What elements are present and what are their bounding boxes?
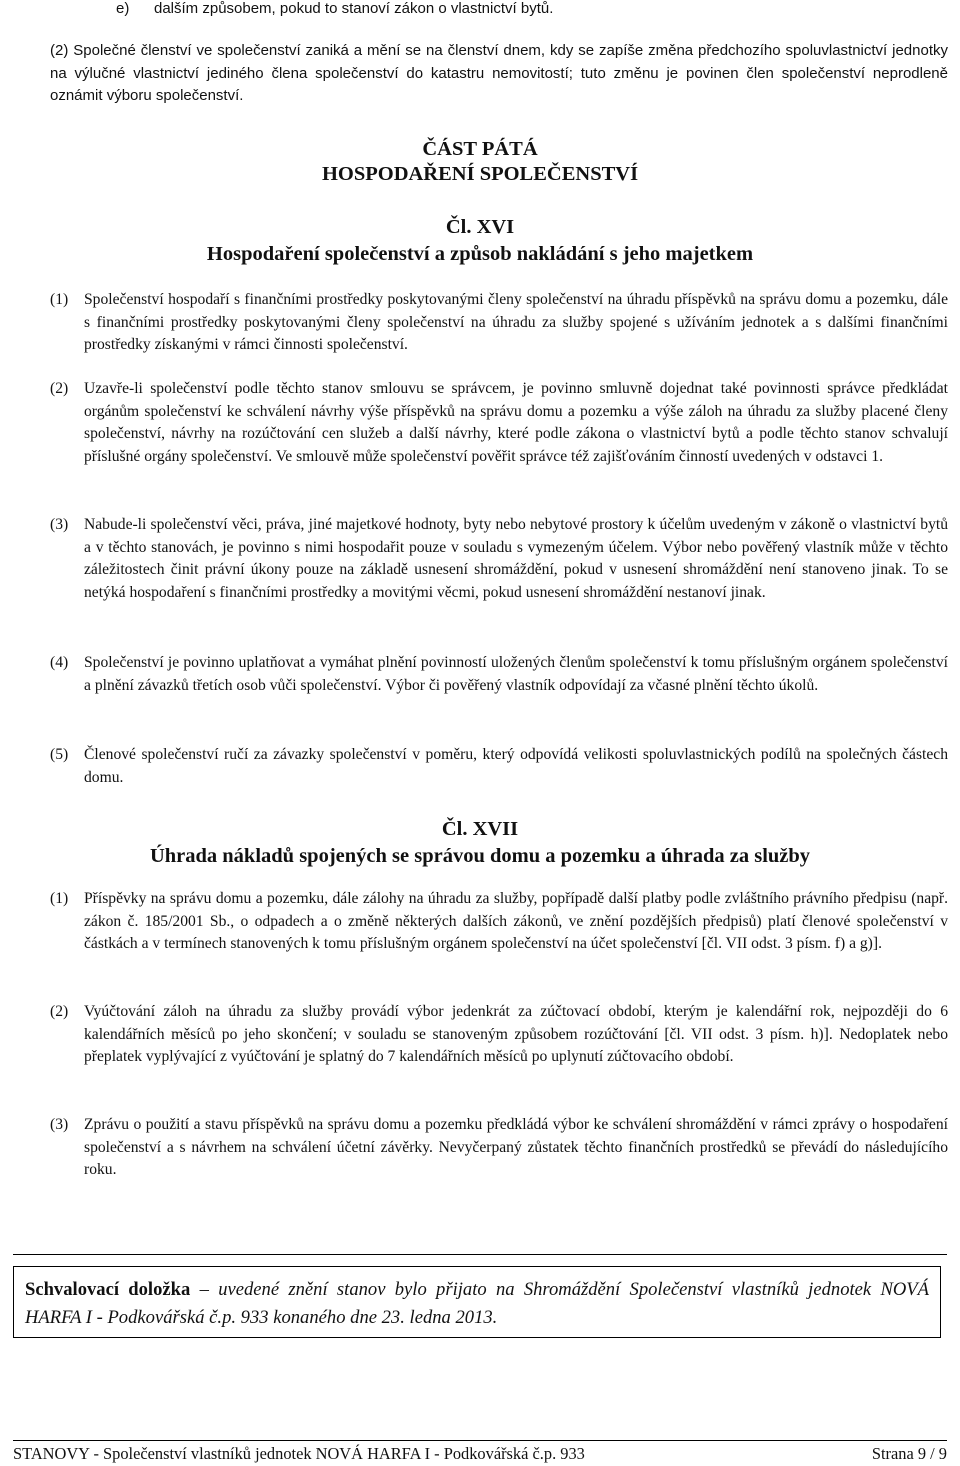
footer-page-number: Strana 9 / 9 (871, 1444, 947, 1463)
paragraph-number: (2) (50, 380, 69, 397)
paragraph-number: (2) (50, 42, 69, 59)
paragraph-text: Příspěvky na správu domu a pozemku, dále zálohy na úhradu za služby, popřípadě další platby podle zvláštního právního předpisu (např. zákon č. 185/2001 Sb., o odpadech a o změně některých dalších zákonů, ve znění pozdějších předpisů) platí členové společenství v částkách a v termínech stanovených k tomu příslušným orgánem společenství na účet společenství [čl. VII odst. 3 písm. f) a g)]. (84, 890, 948, 953)
approval-label: Schvalovací doložka (25, 1279, 191, 1300)
paragraph-number: (1) (50, 291, 69, 308)
paragraph-text: Vyúčtování záloh na úhradu za služby provádí výbor jedenkrát za zúčtovací období, kterým je kalendářní rok, nejpozději do 6 kalendářních měsíců po jeho skončení; v souladu se stanoveným způsobem rozúčtování [čl. VII odst. 3 písm. h)]. Nedoplatek nebo přeplatek vyplývající z vyúčtování je splatný do 7 kalendářních měsíců po uplynutí zúčtovacího období. (84, 1003, 948, 1066)
art16-paragraph-4 (50, 652, 948, 697)
separator-line (13, 1254, 947, 1255)
approval-clause-box (13, 1266, 941, 1338)
art16-paragraph-1 (50, 289, 948, 357)
paragraph-number: (1) (50, 890, 69, 907)
art16-paragraph-5 (50, 744, 948, 789)
article-16-title: Hospodaření společenství a způsob nakládání s jeho majetkem (206, 243, 754, 265)
approval-dash: – (199, 1279, 209, 1300)
paragraph-text: Společenství je povinno uplatňovat a vymáhat plnění povinností uložených členům společenství k tomu příslušným orgánem společenství a plnění závazků třetích osob vůči společenství. Výbor či pověřený vlastník odpovídají za včasné plnění těchto úkolů. (84, 654, 948, 694)
paragraph-number: (3) (50, 1116, 69, 1133)
article-16-number: Čl. XVI (445, 216, 515, 238)
paragraph-text: Nabude-li společenství věci, práva, jiné majetkové hodnoty, byty nebo nebytové prostory k účelům uvedeným v zákoně o vlastnictví bytů a v těchto stanovách, je povinno s nimi hospodařit pouze v souladu s vymezeným účelem. Výbor nebo pověřený vlastník může v těchto záležitostech činit právní úkony pouze na základě usnesení shromáždění, pokud v usnesení shromáždění není stanoveno jinak. To se netýká hospodaření s finančními prostředky a movitými věcmi, pokud usnesení shromáždění nestanoví jinak. (84, 516, 948, 601)
paragraph-text: Uzavře-li společenství podle těchto stanov smlouvu se správcem, je povinno smluvně dojednat také povinnosti správce předkládat orgánům společenství ke schválení návrhy výše příspěvků na správu domu a pozemku a výše záloh na úhradu za služby placené členy společenství, návrhy na rozúčtování cen služeb a další návrhy, které podle zákona o vlastnictví bytů a podle těchto stanov schvalují příslušné orgány společenství. Ve smlouvě může společenství pověřit správce též zajišťováním činností uvedených v odstavci 1. (84, 380, 948, 465)
art17-paragraph-2 (50, 1001, 948, 1069)
art17-paragraph-3 (50, 1114, 948, 1182)
footer-left: STANOVY - Společenství vlastníků jednotek NOVÁ HARFA I - Podkovářská č.p. 933 (13, 1444, 585, 1463)
paragraph-text: Členové společenství ručí za závazky společenství v poměru, který odpovídá velikosti spoluvlastnických podílů na společných částech domu. (84, 746, 948, 786)
paragraph-text: Zprávu o použití a stavu příspěvků na správu domu a pozemku předkládá výbor ke schválení shromáždění v rámci zprávy o hospodaření společenství a s návrhem na schválení účetní závěrky. Nevyčerpaný zůstatek těchto finančních prostředků se převádí do následujícího roku. (84, 1116, 948, 1179)
paragraph-number: (3) (50, 516, 69, 533)
art17-paragraph-1 (50, 888, 948, 956)
part-heading-line1: ČÁST PÁTÁ (422, 138, 538, 160)
art16-paragraph-2 (50, 378, 948, 468)
paragraph-text: Společné členství ve společenství zaniká a mění se na členství dnem, kdy se zapíše změna předchozího spoluvlastnictví jednotky na výlučné vlastnictví jediného člena společenství do katastru nemovitostí; tuto změnu je povinen člen společenství neprodleně oznámit výboru společenství. (50, 42, 948, 105)
article-17-number: Čl. XVII (441, 818, 519, 840)
art16-paragraph-3 (50, 514, 948, 604)
paragraph-number: (4) (50, 654, 69, 671)
paragraph-number: (5) (50, 746, 69, 763)
article-17-title: Úhrada nákladů spojených se správou domu a pozemku a úhrada za služby (149, 845, 811, 867)
footer-rule (13, 1440, 947, 1441)
list-item-text: dalším způsobem, pokud to stanoví zákon o vlastnictví bytů. (154, 0, 554, 17)
part-heading-line2: HOSPODAŘENÍ SPOLEČENSTVÍ (321, 163, 639, 185)
paragraph-text: Společenství hospodaří s finančními prostředky poskytovanými členy společenství na úhradu příspěvků na správu domu a pozemku, dále s finančními prostředky poskytovanými členy společenství na úhradu za služby spojené s užíváním jednotek a s dalšími finančními prostředky získanými v rámci činnosti společenství. (84, 291, 948, 354)
paragraph-membership-change (50, 40, 948, 108)
approval-text: uvedené znění stanov bylo přijato na Shromáždění Společenství vlastníků jednotek NOVÁ HARFA I - Podkovářská č.p. 933 konaného dne 23. ledna 2013. (25, 1279, 929, 1328)
list-item-label: e) (116, 0, 130, 17)
paragraph-number: (2) (50, 1003, 69, 1020)
